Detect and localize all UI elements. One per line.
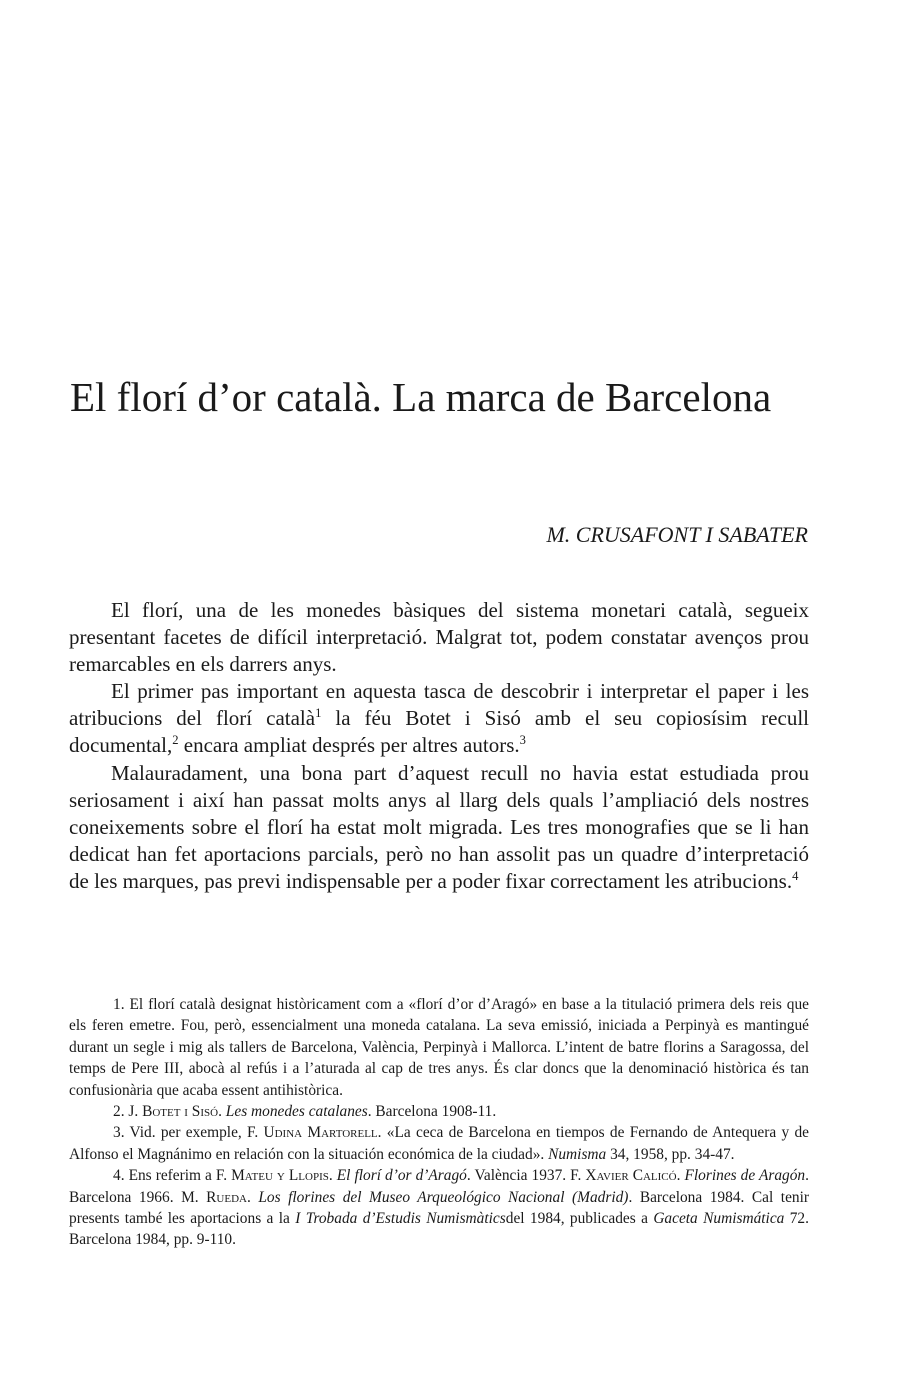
footnote-4 [69,1165,809,1251]
body-text: encara ampliat després per altres autors. [178,733,520,758]
footnote-ref-2: 2 [172,733,179,748]
footnote-text: 4. Ens referim a F. [113,1167,232,1185]
footnote-text: . [328,1167,337,1185]
footnote-text: 2. J. [113,1103,143,1121]
cited-title: Florines de Aragón [684,1167,806,1185]
footnote-text: 34, 1958, pp. 34-47. [606,1145,735,1163]
article-title: El florí d’or català. La marca de Barcelona [70,374,772,420]
footnote-text: . «La ceca de Barcelona en tiempos de Fernando de Antequera y de Alfonso el Magnánimo en relación con la situación económica de la ciudad». [69,1124,809,1163]
cited-title: I Trobada d’Estudis Numismàtics [295,1210,506,1228]
cited-author: Xavier Calicó [585,1167,677,1185]
footnote-1: 1. El florí català designat històricament com a «florí d’or d’Aragó» en base a la titulació primera dels reis que els feren emetre. Fou, però, essencialment una moneda catalana. La seva emissió, iniciada a Perpinyà es mantingué durant un segle i mig als tallers de Barcelona, València, Perpinyà i Mallorca. L’intent de batre florins a Saragossa, del temps de Pere III, abocà al refús i a l’aturada al cap de tres anys. És clar doncs que la denominació històrica és tan confusionària que acaba essent antihistòrica. [69,996,809,1099]
footnote-text: . [218,1103,226,1121]
cited-title: Les monedes catalanes [225,1103,368,1121]
footnote-text: . Barcelona 1966. M. [69,1167,809,1206]
body-text: El primer pas important en aquesta tasca de descobrir i interpretar el paper i les atribucions del florí català [69,679,809,731]
footnotes [69,994,809,1251]
footnote-text: . [676,1167,685,1185]
body-text: Malauradament, una bona part d’aquest recull no havia estat estudiada prou seriosament i així han passat molts anys al llarg dels quals l’ampliació dels nostres coneixements sobre el florí ha estat molt migrada. Les tres monografies que se li han dedicat han fet aportacions parcials, però no han assolit pas un quadre d’interpretació de les marques, pas previ indispensable per a poder fixar correctament les atribucions. [69,760,809,893]
cited-journal: Gaceta Numismática [653,1210,785,1228]
cited-title: Los florines del Museo Arqueológico Nacional (Madrid) [258,1188,629,1206]
footnote-2 [69,1101,809,1122]
footnote-text: . [246,1188,259,1206]
author-name: M. CRUSAFONT I SABATER [546,522,808,547]
cited-author: Udina Martorell [263,1124,378,1142]
body-text: la féu Botet i Sisó amb el seu copiosísim recull documental, [69,706,809,758]
cited-author: Rueda [206,1188,247,1206]
footnote-text: del 1984, publicades a [505,1210,654,1228]
article-body [69,597,809,895]
footnote-text: 72. Barcelona 1984, pp. 9-110. [69,1210,809,1249]
body-paragraph-1: El florí, una de les monedes bàsiques del sistema monetari català, segueix presentant facetes de difícil interpretació. Malgrat tot, podem constatar avenços prou remarcables en els darrers anys. [69,598,809,677]
footnote-ref-3: 3 [519,733,526,748]
footnote-text: . Barcelona 1984. Cal tenir presents també les aportacions a la [69,1188,809,1228]
footnote-text: 3. Vid. per exemple, F. [113,1124,264,1142]
body-paragraph-2 [69,678,809,759]
footnote-ref-4: 4 [792,868,799,883]
body-paragraph-3 [69,760,809,895]
footnote-text: . València 1937. F. [466,1167,586,1185]
cited-author: Botet i Sisó [142,1103,219,1121]
footnote-3 [69,1122,809,1165]
footnote-ref-1: 1 [315,706,322,721]
cited-journal: Numisma [548,1145,607,1163]
footnote-text: . Barcelona 1908-11. [367,1103,497,1121]
cited-title: El florí d’or d’Aragó [336,1167,467,1185]
cited-author: Mateu y Llopis [231,1167,329,1185]
